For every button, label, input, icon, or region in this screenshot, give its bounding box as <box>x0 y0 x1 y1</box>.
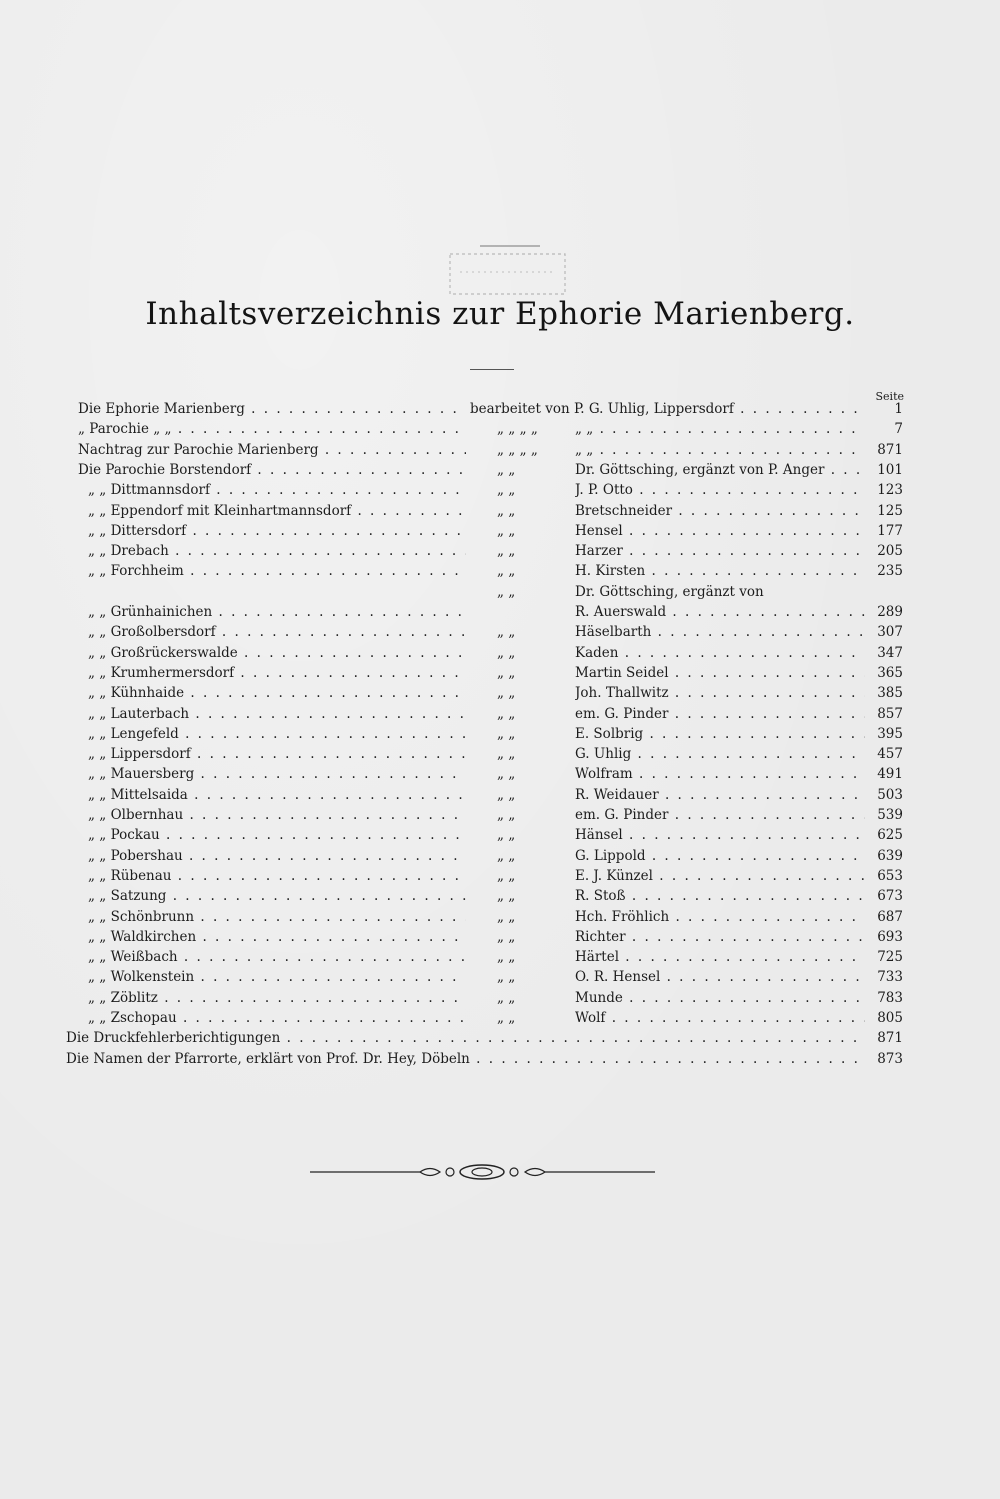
toc-entry-title: „ „ Drebach . . . <box>88 541 466 561</box>
toc-row <box>0 947 1000 967</box>
toc-entry-page: 205 <box>877 543 903 560</box>
toc-row <box>0 521 1000 541</box>
toc-entry-author: „ „ . . . <box>575 419 865 439</box>
toc-entry-author: Hensel . . . <box>575 521 865 541</box>
toc-row <box>0 643 1000 663</box>
toc-row <box>0 1049 1000 1069</box>
toc-entry-page: 101 <box>877 461 903 478</box>
toc-entry-ditto: „ „ <box>497 664 516 681</box>
toc-entry-title: Die Druckfehlerberichtigungen . . . <box>66 1028 866 1048</box>
toc-row <box>0 440 1000 460</box>
toc-entry-author: Munde . . . <box>575 988 865 1008</box>
toc-entry-title: „ „ Wolkenstein . . . <box>88 967 466 987</box>
toc-entry-page: 491 <box>877 766 903 783</box>
toc-row <box>0 501 1000 521</box>
toc-row <box>0 927 1000 947</box>
toc-entry-ditto: „ „ <box>497 908 516 925</box>
toc-entry-title: „ Parochie „ „ . . . <box>78 419 466 439</box>
toc-entry-title: „ „ Lengefeld . . . <box>88 724 466 744</box>
toc-entry-page: 457 <box>877 746 903 763</box>
toc-entry-author: Kaden . . . <box>575 643 865 663</box>
toc-entry-author: G. Lippold . . . <box>575 846 865 866</box>
toc-row <box>0 907 1000 927</box>
toc-entry-page: 871 <box>877 441 903 458</box>
toc-row <box>0 1008 1000 1028</box>
toc-entry-author: R. Stoß . . . <box>575 886 865 906</box>
toc-entry-title: „ „ Dittmannsdorf . . . <box>88 480 466 500</box>
toc-entry-author: J. P. Otto . . . <box>575 480 865 500</box>
toc-row <box>0 419 1000 439</box>
toc-entry-title: „ „ Lauterbach . . . <box>88 704 466 724</box>
toc-entry-title: „ „ Großrückerswalde . . . <box>88 643 466 663</box>
toc-entry-page: 687 <box>877 908 903 925</box>
toc-row <box>0 561 1000 581</box>
toc-row <box>0 886 1000 906</box>
toc-row <box>0 663 1000 683</box>
toc-row <box>0 988 1000 1008</box>
toc-entry-ditto: „ „ <box>497 786 516 803</box>
toc-entry-title: „ „ Krumhermersdorf . . . <box>88 663 466 683</box>
toc-row <box>0 399 1000 419</box>
toc-entry-page: 653 <box>877 867 903 884</box>
toc-entry-ditto: „ „ „ „ <box>497 421 538 438</box>
toc-row <box>0 825 1000 845</box>
toc-entry-author: bearbeitet von P. G. Uhlig, Lippersdorf . . . <box>470 399 865 419</box>
toc-entry-page: 873 <box>877 1050 903 1067</box>
toc-entry-author: Joh. Thallwitz . . . <box>575 683 865 703</box>
toc-entry-ditto: „ „ <box>497 624 516 641</box>
toc-entry-title: Die Namen der Pfarrorte, erklärt von Prof. Dr. Hey, Döbeln . . . <box>66 1049 866 1069</box>
toc-entry-page: 625 <box>877 827 903 844</box>
toc-entry-author: O. R. Hensel . . . <box>575 967 865 987</box>
toc-row <box>0 805 1000 825</box>
toc-entry-ditto: „ „ <box>497 563 516 580</box>
toc-entry-title: „ „ Pockau . . . <box>88 825 466 845</box>
toc-entry-ditto: „ „ <box>497 482 516 499</box>
toc-entry-ditto: „ „ <box>497 949 516 966</box>
toc-entry-title: Die Parochie Borstendorf . . . <box>78 460 466 480</box>
toc-entry-author: Richter . . . <box>575 927 865 947</box>
ornament-divider-icon <box>310 1160 655 1184</box>
toc-entry-title: „ „ Schönbrunn . . . <box>88 907 466 927</box>
toc-entry-ditto: „ „ <box>497 807 516 823</box>
toc-entry-ditto: „ „ <box>497 989 516 1006</box>
toc-entry-author: H. Kirsten . . . <box>575 561 865 581</box>
toc-entry-title: Nachtrag zur Parochie Marienberg . . . <box>78 440 466 460</box>
toc-entry-ditto: „ „ <box>497 867 516 884</box>
toc-entry-page: 177 <box>877 522 903 539</box>
toc-entry-author: em. G. Pinder . . . <box>575 805 865 825</box>
toc-entry-ditto: „ „ <box>497 685 516 702</box>
toc-entry-ditto: „ „ <box>497 502 516 519</box>
toc-entry-author: Wolfram . . . <box>575 764 865 784</box>
toc-entry-author: Harzer . . . <box>575 541 865 561</box>
toc-entry-page: 235 <box>877 563 903 580</box>
toc-entry-ditto: „ „ <box>497 543 516 560</box>
toc-entry-page: 289 <box>877 604 903 620</box>
page-column-header: Seite <box>875 390 904 403</box>
toc-entry-page: 857 <box>877 705 903 722</box>
toc-entry-ditto: „ „ <box>497 827 516 844</box>
toc-entry-page: 503 <box>877 786 903 803</box>
toc-row <box>0 622 1000 642</box>
toc-entry-author: R. Auerswald . . . <box>575 602 865 622</box>
toc-row <box>0 541 1000 561</box>
toc-entry-ditto: „ „ <box>497 928 516 945</box>
toc-entry-author: Dr. Göttsching, ergänzt von <box>575 583 764 600</box>
toc-entry-title: „ „ Satzung . . . <box>88 886 466 906</box>
toc-row <box>0 480 1000 500</box>
toc-entry-author: Martin Seidel . . . <box>575 663 865 683</box>
toc-entry-author: Härtel . . . <box>575 947 865 967</box>
toc-entry-author: Dr. Göttsching, ergänzt von P. Anger . . . <box>575 460 865 480</box>
toc-row <box>0 582 1000 602</box>
toc-row <box>0 460 1000 480</box>
toc-row <box>0 967 1000 987</box>
toc-entry-title: „ „ Mittelsaida . . . <box>88 785 466 805</box>
toc-entry-title: „ „ Eppendorf mit Kleinhartmannsdorf . . . <box>88 501 466 521</box>
toc-entry-title: „ „ Kühnhaide . . . <box>88 683 466 703</box>
toc-entry-author: Bretschneider . . . <box>575 501 865 521</box>
toc-entry-author: em. G. Pinder . . . <box>575 704 865 724</box>
toc-entry-page: 805 <box>877 1010 903 1026</box>
toc-entry-page: 673 <box>877 888 903 905</box>
toc-entry-author: Hänsel . . . <box>575 825 865 845</box>
toc-entry-page: 733 <box>877 969 903 986</box>
toc-entry-title: „ „ Zöblitz . . . <box>88 988 466 1008</box>
toc-entry-page: 365 <box>877 664 903 681</box>
toc-row <box>0 785 1000 805</box>
toc-entry-title: „ „ Forchheim . . . <box>88 561 466 581</box>
toc-entry-title: „ „ Rübenau . . . <box>88 866 466 886</box>
toc-entry-page: 307 <box>877 624 903 641</box>
toc-entry-ditto: „ „ „ „ <box>497 441 538 458</box>
toc-entry-title: „ „ Pobershau . . . <box>88 846 466 866</box>
toc-entry-ditto: „ „ <box>497 1010 516 1026</box>
toc-row <box>0 704 1000 724</box>
toc-row <box>0 846 1000 866</box>
toc-entry-page: 693 <box>877 928 903 945</box>
toc-entry-ditto: „ „ <box>497 725 516 742</box>
toc-entry-page: 347 <box>877 644 903 661</box>
title-divider <box>470 369 514 370</box>
toc-entry-title: „ „ Weißbach . . . <box>88 947 466 967</box>
toc-entry-ditto: „ „ <box>497 969 516 986</box>
toc-entry-page: 871 <box>877 1030 903 1047</box>
toc-entry-title: „ „ Lippersdorf . . . <box>88 744 466 764</box>
toc-entry-page: 725 <box>877 949 903 966</box>
toc-entry-page: 125 <box>877 502 903 519</box>
toc-entry-author: Wolf . . . <box>575 1008 865 1028</box>
toc-entry-title: „ „ Grünhainichen . . . <box>88 602 466 622</box>
toc-entry-title: „ „ Olbernhau . . . <box>88 805 466 825</box>
toc-row <box>0 866 1000 886</box>
toc-entry-ditto: „ „ <box>497 583 516 600</box>
toc-row <box>0 724 1000 744</box>
toc-entry-author: G. Uhlig . . . <box>575 744 865 764</box>
toc-entry-title: „ „ Großolbersdorf . . . <box>88 622 466 642</box>
toc-entry-page: 123 <box>877 482 903 499</box>
toc-row <box>0 602 1000 622</box>
page-title: Inhaltsverzeichnis zur Ephorie Marienberg. <box>145 296 855 332</box>
toc-entry-author: R. Weidauer . . . <box>575 785 865 805</box>
toc-entry-page: 539 <box>877 807 903 823</box>
toc-entry-ditto: „ „ <box>497 847 516 864</box>
toc-entry-ditto: „ „ <box>497 888 516 905</box>
toc-row <box>0 764 1000 784</box>
toc-entry-ditto: „ „ <box>497 522 516 539</box>
toc-entry-author: „ „ . . . <box>575 440 865 460</box>
toc-entry-author: Hch. Fröhlich . . . <box>575 907 865 927</box>
toc-entry-page: 385 <box>877 685 903 702</box>
toc-entry-title: Die Ephorie Marienberg . . . <box>78 399 466 419</box>
toc-entry-title: „ „ Mauersberg . . . <box>88 764 466 784</box>
toc-entry-author: E. J. Künzel . . . <box>575 866 865 886</box>
toc-entry-page: 7 <box>894 421 903 438</box>
toc-entry-page: 639 <box>877 847 903 864</box>
toc-row <box>0 683 1000 703</box>
table-of-contents <box>0 399 1000 1079</box>
toc-entry-ditto: „ „ <box>497 644 516 661</box>
toc-entry-ditto: „ „ <box>497 705 516 722</box>
toc-entry-title: „ „ Zschopau . . . <box>88 1008 466 1028</box>
toc-entry-page: 783 <box>877 989 903 1006</box>
toc-entry-ditto: „ „ <box>497 746 516 763</box>
toc-row <box>0 744 1000 764</box>
toc-entry-page: 1 <box>894 401 903 417</box>
toc-entry-title: „ „ Waldkirchen . . . <box>88 927 466 947</box>
toc-entry-page: 395 <box>877 725 903 742</box>
toc-entry-author: Häselbarth . . . <box>575 622 865 642</box>
toc-entry-title: „ „ Dittersdorf . . . <box>88 521 466 541</box>
toc-entry-ditto: „ „ <box>497 766 516 783</box>
toc-entry-author: E. Solbrig . . . <box>575 724 865 744</box>
toc-row <box>0 1028 1000 1048</box>
toc-entry-ditto: „ „ <box>497 461 516 478</box>
